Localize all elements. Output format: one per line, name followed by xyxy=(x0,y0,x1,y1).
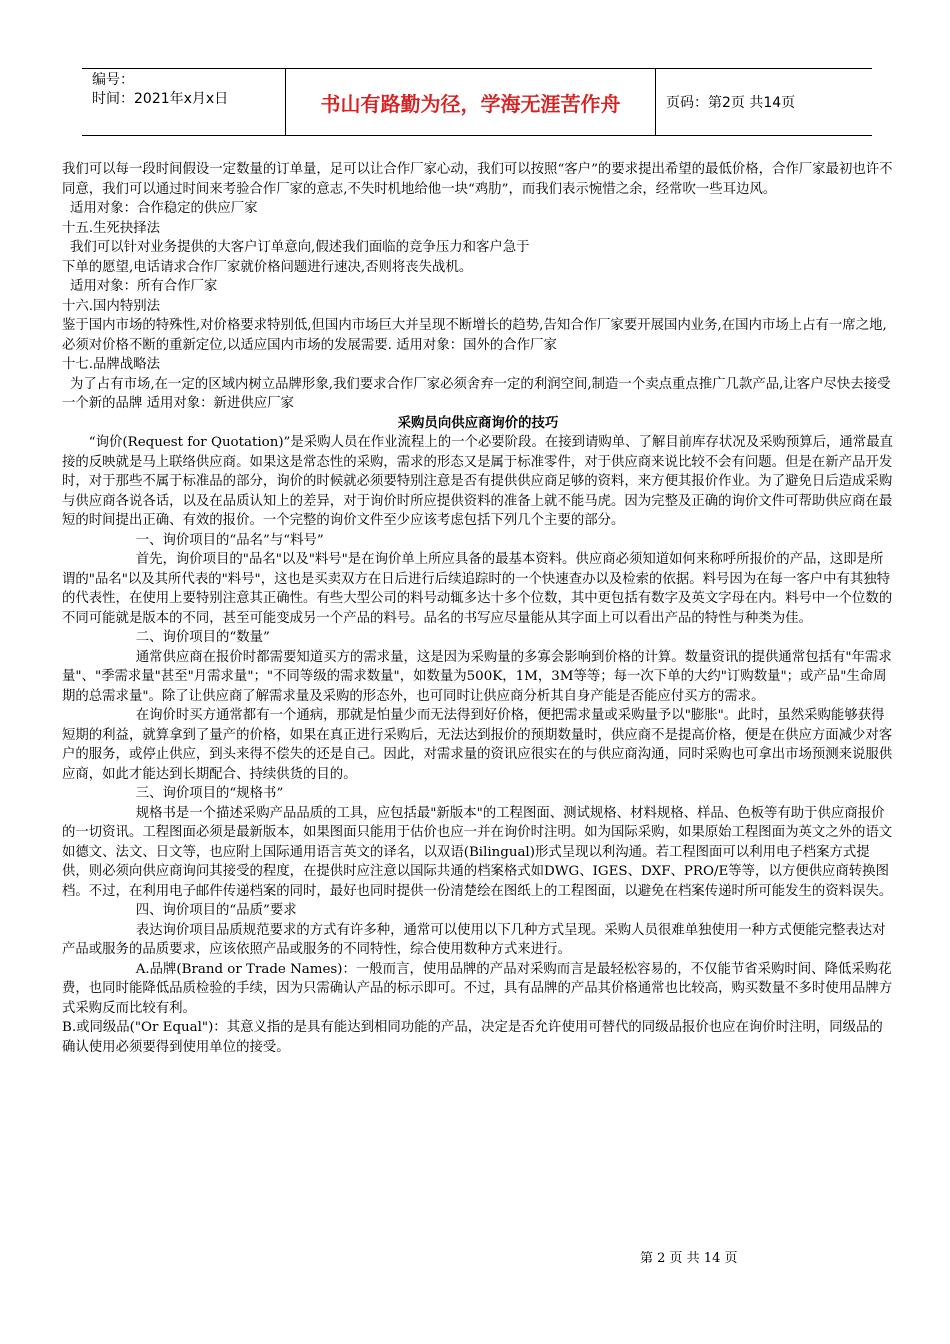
page-header xyxy=(82,68,872,136)
paragraph: 首先，询价项目的"品名"以及"料号"是在询价单上所应具备的最基本资料。供应商必须知道如何来称呼所报价的产品，这即是所谓的"品名"以及其所代表的"料号"，这也是买卖双方在日后进行后续追踪时的一个快速查办以及检索的依据。料号因为在每一客户中有其独特的代表性，在使用上要特别注意其正确性。有些大型公司的料号动辄多达十多个位数，其中更包括有数字及英文字母在内。料号中一个位数的不同可能就是版本的不同，甚至可能变成另一个产品的料号。品名的书写应尽量能从其字面上可以看出产品的特性与种类为佳。 xyxy=(62,552,893,626)
paragraph: 三、询价项目的“规格书” xyxy=(135,786,284,801)
time-label: 时间：2021年x月x日 xyxy=(92,91,229,107)
paragraph: 十六.国内特别法 xyxy=(62,298,160,314)
paragraph: 表达询价项目品质规范要求的方式有许多种，通常可以使用以下几种方式呈现。采购人员很难单独使用一种方式便能完整表达对产品或服务的品质要求，应该依照产品或服务的不同特性，综合使用数种方式来进行。 xyxy=(62,922,886,957)
paragraph: 为了占有市场,在一定的区域内树立品牌形象,我们要求合作厂家必须舍弃一定的利润空间,制造一个卖点重点推广几款产品,让客户尽快去接受一个新的品牌 适用对象：新进供应厂家 xyxy=(62,376,891,411)
paragraph: 适用对象：所有合作厂家 xyxy=(70,279,218,294)
paragraph: 下单的愿望,电话请求合作厂家就价格问题进行速决,否则将丧失战机。 xyxy=(62,259,473,275)
paragraph: 鉴于国内市场的特殊性,对价格要求特别低,但国内市场巨大并呈现不断增长的趋势,告知合作厂家要开展国内业务,在国内市场上占有一席之地,必须对价格不断的重新定位,以适应国内市场的发展需要. 适用对象：国外的合作厂家 xyxy=(62,318,887,353)
number-label: 编号： xyxy=(92,72,134,88)
page-footer: 第 2 页 共 14 页 xyxy=(640,1251,738,1266)
paragraph: “询价(Request for Quotation)”是采购人员在作业流程上的一个必要阶段。在接到请购单、了解目前库存状况及采购预算后，通常最直接的反映就是马上联络供应商。如果这是常态性的采购，需求的形态又是属于标准零件，对于供应商来说比较不会有问题。但是在新产品开发时，对于那些不属于标准品的部分，询价的时候就必须要特别注意是否有提供供应商足够的资料，来方便其报价作业。为了避免日后造成采购与供应商各说各话，以及在品质认知上的差异，对于询价时所应提供资料的准备上就不能马虎。因为完整及正确的询价文件可帮助供应商在最短的时间提出正确、有效的报价。一个完整的询价文件至少应该考虑包括下列几个主要的部分。 xyxy=(62,435,893,528)
paragraph: 我们可以每一段时间假设一定数量的订单量，足可以让合作厂家心动，我们可以按照“客户”的要求提出希望的最低价格，合作厂家最初也许不同意，我们可以通过时间来考验合作厂家的意志,不失时机地给他一块“鸡肋”，而我们表示惋惜之余，经常吹一些耳边风。 xyxy=(62,162,893,197)
paragraph: 十七.品牌战略法 xyxy=(62,357,160,372)
paragraph: 适用对象：合作稳定的供应厂家 xyxy=(70,201,258,216)
section-title: 采购员向供应商询价的技巧 xyxy=(397,415,559,431)
header-meta xyxy=(82,69,286,135)
paragraph: A.品牌(Brand or Trade Names)：一般而言，使用品牌的产品对采购而言是最轻松容易的，不仅能节省采购时间、降低采购花费，也同时能降低品质检验的手续，因为只需确认产品的标示即可。不过，具有品牌的产品其价格通常也比较高，购买数量不多时使用品牌方式采购反而比较有利。 xyxy=(62,961,893,1016)
paragraph: 一、询价项目的“品名”与“料号” xyxy=(135,532,324,548)
header-motto: 书山有路勤为径，学海无涯苦作舟 xyxy=(286,69,656,135)
paragraph: 二、询价项目的“数量” xyxy=(135,630,270,645)
paragraph: 规格书是一个描述采购产品品质的工具，应包括最"新版本"的工程图面、测试规格、材料规格、样品、色板等有助于供应商报价的一切资讯。工程图面必须是最新版本，如果图面只能用于估价也应一并在询价时注明。如为国际采购，如果原始工程图面为英文之外的语文如德文、法文、日文等，也应附上国际通用语言英文的译名，以双语(Bilingual)形式呈现以利沟通。若工程图面可以利用电子档案方式提供，则必须向供应商询问其接受的程度，在提供时应注意以国际共通的档案格式如DWG、IGES、DXF、PRO/E等等，以方便供应商转换图档。不过，在利用电子邮件传递档案的同时，最好也同时提供一份清楚绘在图纸上的工程图面，以避免在档案传递时所可能发生的资料误失。 xyxy=(62,805,893,899)
document-body xyxy=(62,160,894,1057)
paragraph: 通常供应商在报价时都需要知道买方的需求量，这是因为采购量的多寡会影响到价格的计算。数量资讯的提供通常包括有"年需求量"、"季需求量"甚至"月需求量"；"不同等级的需求数量"，如数量为500K，1M，3M等等；每一次下单的大约"订购数量"；或产品"生命周期的总需求量"。除了让供应商了解需求量及采购的形态外，也可同时让供应商分析其自身产能是否能应付买方的需求。 xyxy=(62,649,892,704)
paragraph: 我们可以针对业务提供的大客户订单意向,假述我们面临的竞争压力和客户急于 xyxy=(70,240,530,255)
header-page-info: 页码：第2页 共14页 xyxy=(666,95,796,111)
paragraph: B.或同级品("Or Equal")：其意义指的是具有能达到相同功能的产品，决定是否允许使用可替代的同级品报价也应在询价时注明，同级品的确认使用必须要得到使用单位的接受。 xyxy=(62,1020,883,1055)
paragraph: 在询价时买方通常都有一个通病，那就是怕量少而无法得到好价格，便把需求量或采购量予以"膨胀"。此时，虽然采购能够获得短期的利益，就算拿到了量产的价格，如果在真正进行采购后，无法达到报价的预期数量时，供应商不是提高价格，便是在供应方面减少对客户的服务，或停止供应，到头来得不偿失的还是自己。因此，对需求量的资讯应很实在的与供应商沟通，同时采购也可拿出市场预测来说服供应商，如此才能达到长期配合、持续供货的目的。 xyxy=(62,708,893,782)
paragraph: 四、询价项目的“品质”要求 xyxy=(135,903,297,918)
paragraph: 十五.生死抉择法 xyxy=(62,220,160,236)
